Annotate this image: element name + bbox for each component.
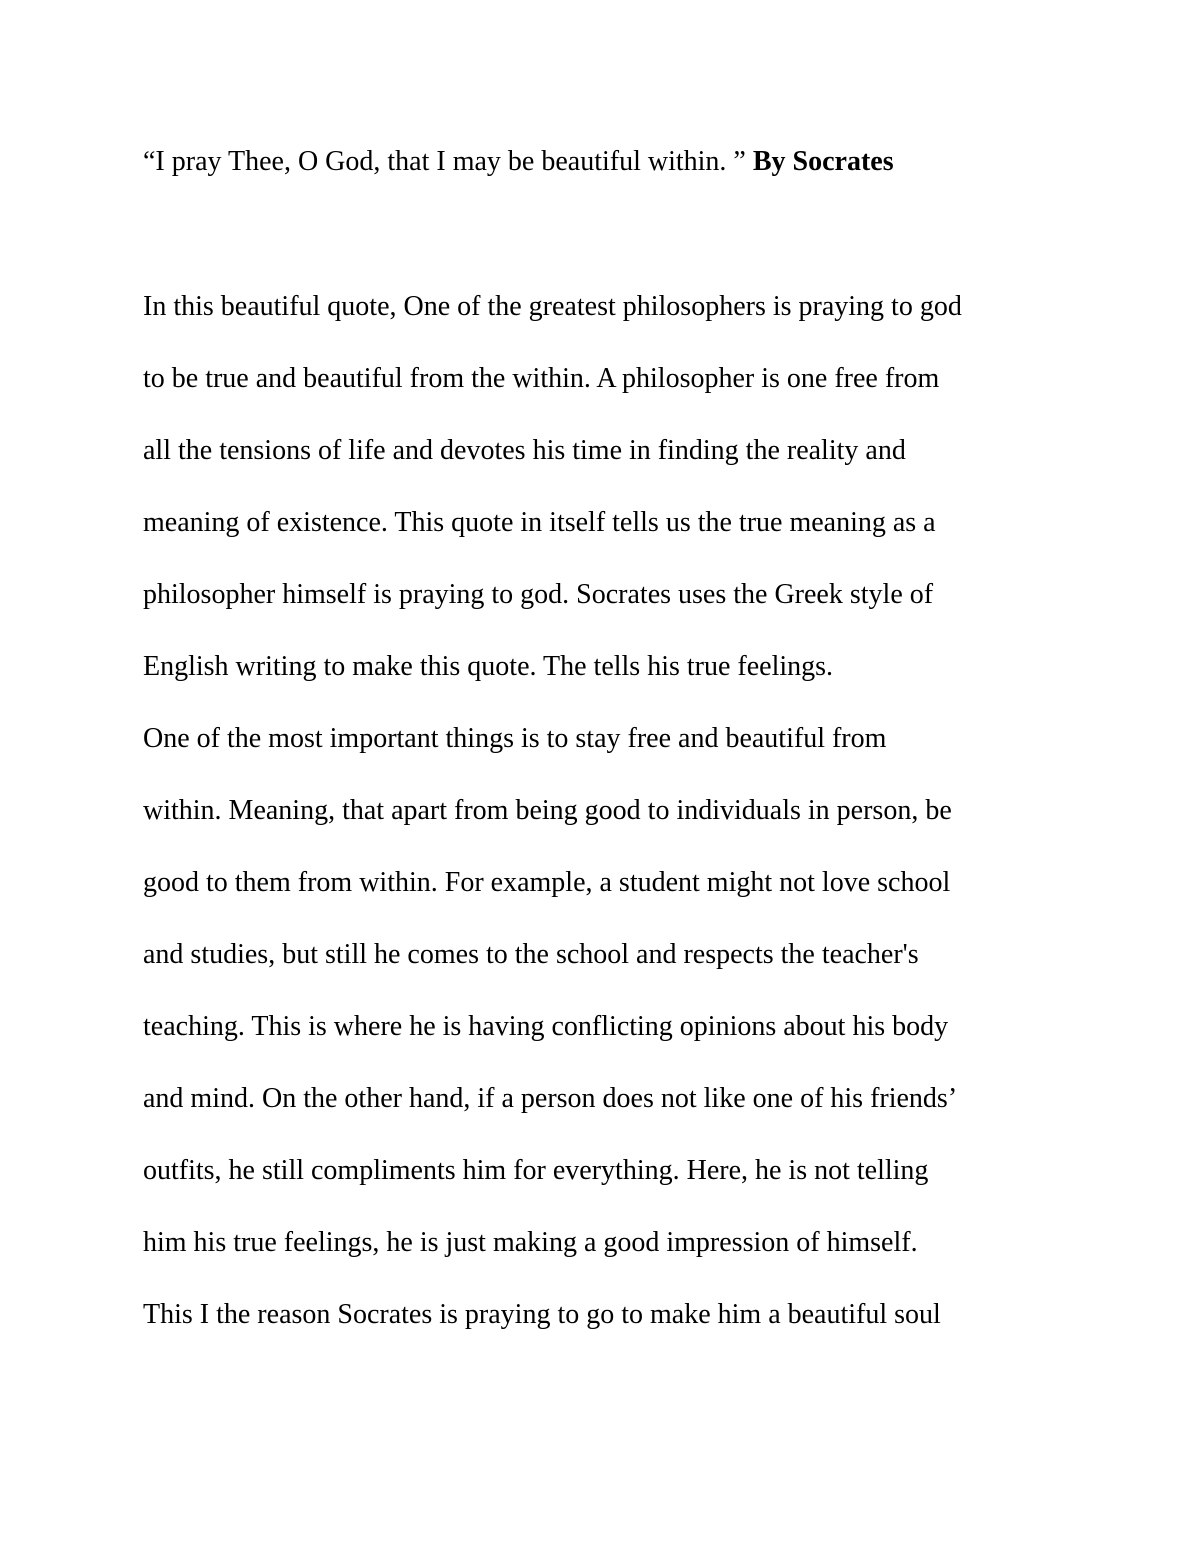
- body-line: to be true and beautiful from the within. A philosopher is one free from: [143, 363, 940, 394]
- quote-text: “I pray Thee, O God, that I may be beautiful within. ”: [143, 146, 746, 177]
- body-line: within. Meaning, that apart from being good to individuals in person, be: [143, 795, 952, 826]
- body-line: In this beautiful quote, One of the greatest philosophers is praying to god: [143, 291, 962, 322]
- body-line: and studies, but still he comes to the school and respects the teacher's: [143, 939, 919, 970]
- body-line: teaching. This is where he is having conflicting opinions about his body: [143, 1011, 949, 1042]
- body-line: outfits, he still compliments him for everything. Here, he is not telling: [143, 1155, 929, 1186]
- body-line: English writing to make this quote. The tells his true feelings.: [143, 651, 834, 682]
- body-line: One of the most important things is to stay free and beautiful from: [143, 723, 887, 754]
- quote-attribution: By Socrates: [752, 146, 894, 177]
- body-line: good to them from within. For example, a student might not love school: [143, 867, 951, 898]
- body-line: This I the reason Socrates is praying to go to make him a beautiful soul: [143, 1299, 941, 1330]
- body-line: all the tensions of life and devotes his time in finding the reality and: [143, 435, 906, 466]
- body-line: him his true feelings, he is just making a good impression of himself.: [143, 1227, 918, 1258]
- body-line: and mind. On the other hand, if a person does not like one of his friends’: [143, 1083, 958, 1114]
- body-line: meaning of existence. This quote in itself tells us the true meaning as a: [143, 507, 936, 538]
- title-line: [143, 144, 894, 180]
- body-line: philosopher himself is praying to god. Socrates uses the Greek style of: [143, 579, 934, 610]
